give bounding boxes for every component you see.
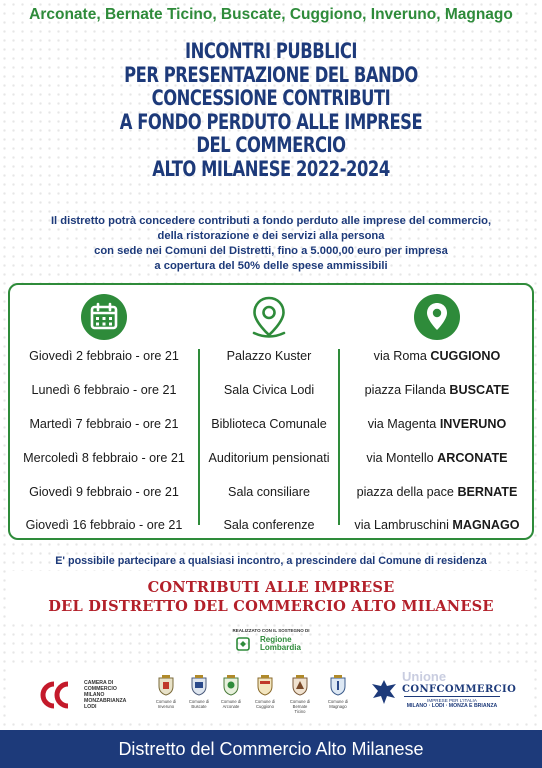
support-caption: REALIZZATO CON IL SOSTEGNO DI (232, 628, 310, 633)
schedule-column-addresses (340, 285, 534, 538)
chamber-line: CAMERA DI (84, 680, 114, 686)
event-date: Giovedì 2 febbraio - ore 21 (29, 349, 179, 363)
comune-line: Cuggiono (256, 704, 274, 709)
region-line: Regione (260, 635, 292, 644)
comune-line: Magnago (329, 704, 347, 709)
comune-caption (320, 699, 356, 709)
event-date: Giovedì 16 febbraio - ore 21 (25, 518, 183, 532)
address-street: via Magenta (367, 417, 440, 431)
comune-line: Comune di (155, 699, 177, 704)
camera-di-commercio-logo (38, 680, 78, 710)
contributi-banner (8, 571, 534, 621)
comune-line: Comune di Bernate (289, 699, 311, 709)
address-street: piazza Filanda (364, 383, 450, 397)
comune-crest-icon (190, 674, 208, 696)
confcommercio-area: MILANO · LODI · MONZA E BRIANZA (406, 703, 498, 709)
intro-line: a copertura del 50% delle spese ammissibili (154, 260, 388, 272)
comune-crest-icon (329, 674, 347, 696)
title-line: ALTO MILANESE 2022-2024 (152, 156, 390, 181)
title-line: PER PRESENTAZIONE DEL BANDO (124, 62, 418, 87)
title-line: CONCESSIONE CONTRIBUTI (151, 86, 391, 110)
comune-line: Buscate (191, 704, 207, 709)
event-date: Lunedì 6 febbraio - ore 21 (31, 383, 177, 397)
confcommercio-name: CONFCOMMERCIO (402, 684, 517, 695)
calendar-icon (80, 293, 128, 341)
event-address (340, 417, 534, 431)
region-line: Lombardia (260, 643, 301, 652)
comune-line: Comune di (254, 699, 276, 704)
confcommercio-eagle-icon (368, 676, 400, 708)
location-pin-outline-icon (245, 293, 293, 341)
comune-crest-icon (157, 674, 175, 696)
intro-line: della ristorazione e dei servizi alla persona (157, 230, 385, 242)
intro-line: con sede nei Comuni del Distretti, fino a 5.000,00 euro per impresa (94, 245, 448, 257)
comune-caption (213, 699, 249, 709)
event-address (340, 451, 534, 465)
title-line: A FONDO PERDUTO ALLE IMPRESE (119, 109, 423, 134)
schedule-column-dates (10, 285, 198, 538)
address-town: CUGGIONO (430, 349, 501, 363)
location-pin-filled-icon (413, 293, 461, 341)
event-venue: Sala Civica Lodi (223, 383, 315, 397)
event-address (340, 349, 534, 363)
chamber-line: MONZABRIANZA (84, 698, 127, 704)
confcommercio-union: Unione (402, 669, 447, 684)
region-name (260, 636, 301, 652)
support-badge (216, 628, 326, 654)
event-date: Giovedì 9 febbraio - ore 21 (29, 485, 179, 499)
address-street: via Lambruschini (354, 518, 453, 532)
banner-line: DEL DISTRETTO DEL COMMERCIO ALTO MILANESE (48, 598, 494, 615)
participation-note: E' possibile partecipare a qualsiasi incontro, a prescindere dal Comune di residenza (55, 555, 487, 567)
comune-caption (282, 699, 318, 714)
comune-caption (181, 699, 217, 709)
partner-logos-strip (8, 666, 534, 722)
address-street: via Roma (373, 349, 431, 363)
event-venue: Auditorium pensionati (208, 451, 330, 465)
comune-line: Comune di (188, 699, 210, 704)
comune-crest-icon (222, 674, 240, 696)
comune-line: Ticino (294, 709, 306, 714)
towns-header: Arconate, Bernate Ticino, Buscate, Cuggiono, Inveruno, Magnago (29, 6, 513, 23)
schedule-panel (8, 283, 534, 540)
banner-line: CONTRIBUTI ALLE IMPRESE (147, 579, 395, 596)
address-town: BUSCATE (449, 383, 510, 397)
event-venue: Sala conferenze (223, 518, 315, 532)
comune-crest-icon (256, 674, 274, 696)
event-venue: Palazzo Kuster (226, 349, 312, 363)
comune-caption (148, 699, 184, 709)
comune-line: Arconate (222, 704, 240, 709)
address-town: BERNATE (457, 485, 518, 499)
address-town: INVERUNO (439, 417, 507, 431)
comune-caption (247, 699, 283, 709)
comune-crest-icon (291, 674, 309, 696)
comune-line: Comune di (327, 699, 349, 704)
main-title (60, 40, 483, 181)
event-date: Mercoledì 8 febbraio - ore 21 (23, 451, 185, 465)
intro-text (20, 214, 522, 274)
intro-line: Il distretto potrà concedere contributi a fondo perduto alle imprese del commercio, (50, 215, 492, 227)
event-address (340, 518, 534, 532)
chamber-line: LODI (84, 704, 97, 710)
chamber-line: COMMERCIO (84, 686, 117, 692)
comune-line: Inveruno (157, 704, 175, 709)
chamber-line: MILANO (84, 692, 105, 698)
event-date: Martedì 7 febbraio - ore 21 (29, 417, 179, 431)
chamber-name (84, 680, 154, 710)
event-venue: Sala consiliare (228, 485, 310, 499)
address-street: piazza della pace (356, 485, 458, 499)
comune-line: Comune di (220, 699, 242, 704)
event-address (340, 383, 534, 397)
footer-bar: Distretto del Commercio Alto Milanese (0, 730, 542, 768)
title-line: INCONTRI PUBBLICI (184, 39, 358, 63)
regione-lombardia-logo (236, 637, 258, 651)
event-venue: Biblioteca Comunale (211, 417, 327, 431)
title-line: DEL COMMERCIO (196, 133, 346, 157)
confcommercio-tagline: IMPRESE PER L'ITALIA (404, 696, 500, 703)
address-town: MAGNAGO (452, 518, 520, 532)
schedule-column-venues (200, 285, 338, 538)
address-town: ARCONATE (437, 451, 508, 465)
event-address (340, 485, 534, 499)
address-street: via Montello (366, 451, 438, 465)
